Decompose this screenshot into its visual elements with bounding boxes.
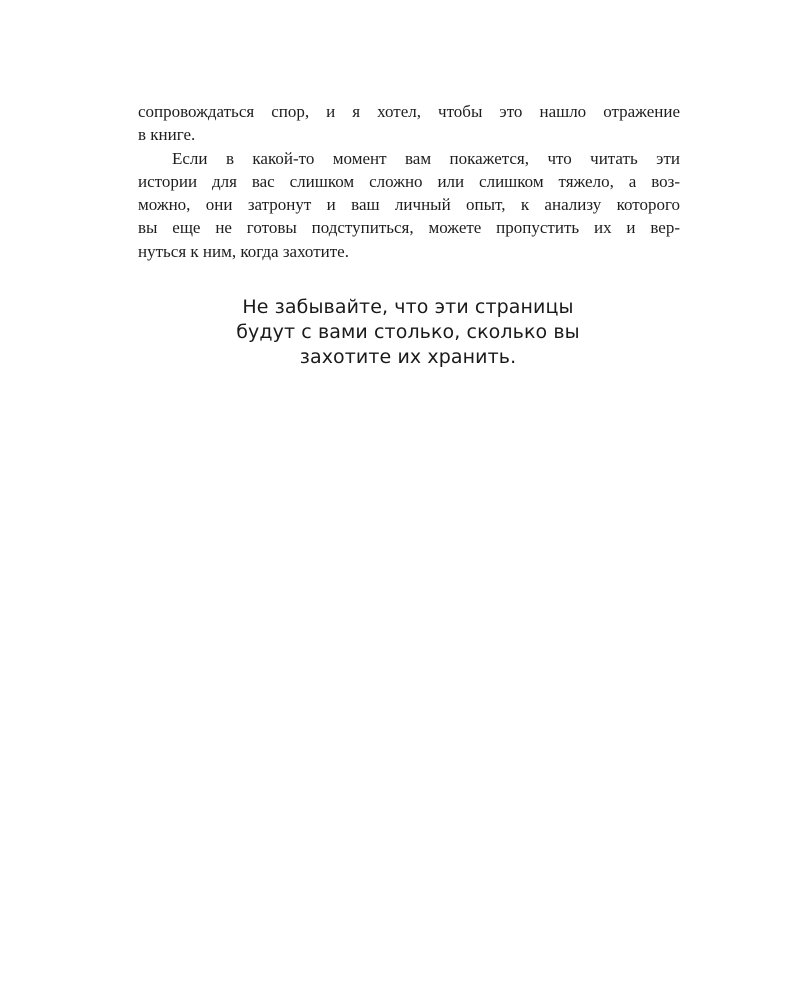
paragraph-first-line: Если в какой-то момент вам покажется, что читать эти — [172, 148, 680, 168]
body-text — [138, 100, 680, 263]
callout-line: Не забывайте, что эти страницы — [242, 296, 574, 318]
callout-line: захотите их хранить. — [299, 346, 517, 368]
text-line: вы еще не готовы подступиться, можете пропустить их и вер- — [138, 218, 680, 238]
text-line: в книге. — [138, 125, 196, 145]
callout-line: будут с вами столько, сколько вы — [236, 321, 580, 343]
callout-quote — [150, 295, 666, 370]
text-line: сопровождаться спор, и я хотел, чтобы это нашло отражение — [138, 102, 680, 121]
text-line: нуться к ним, когда захотите. — [138, 241, 349, 261]
text-line: можно, они затронут и ваш личный опыт, к анализу которого — [138, 195, 680, 215]
text-line: истории для вас слишком сложно или слишком тяжело, а воз- — [138, 171, 680, 191]
